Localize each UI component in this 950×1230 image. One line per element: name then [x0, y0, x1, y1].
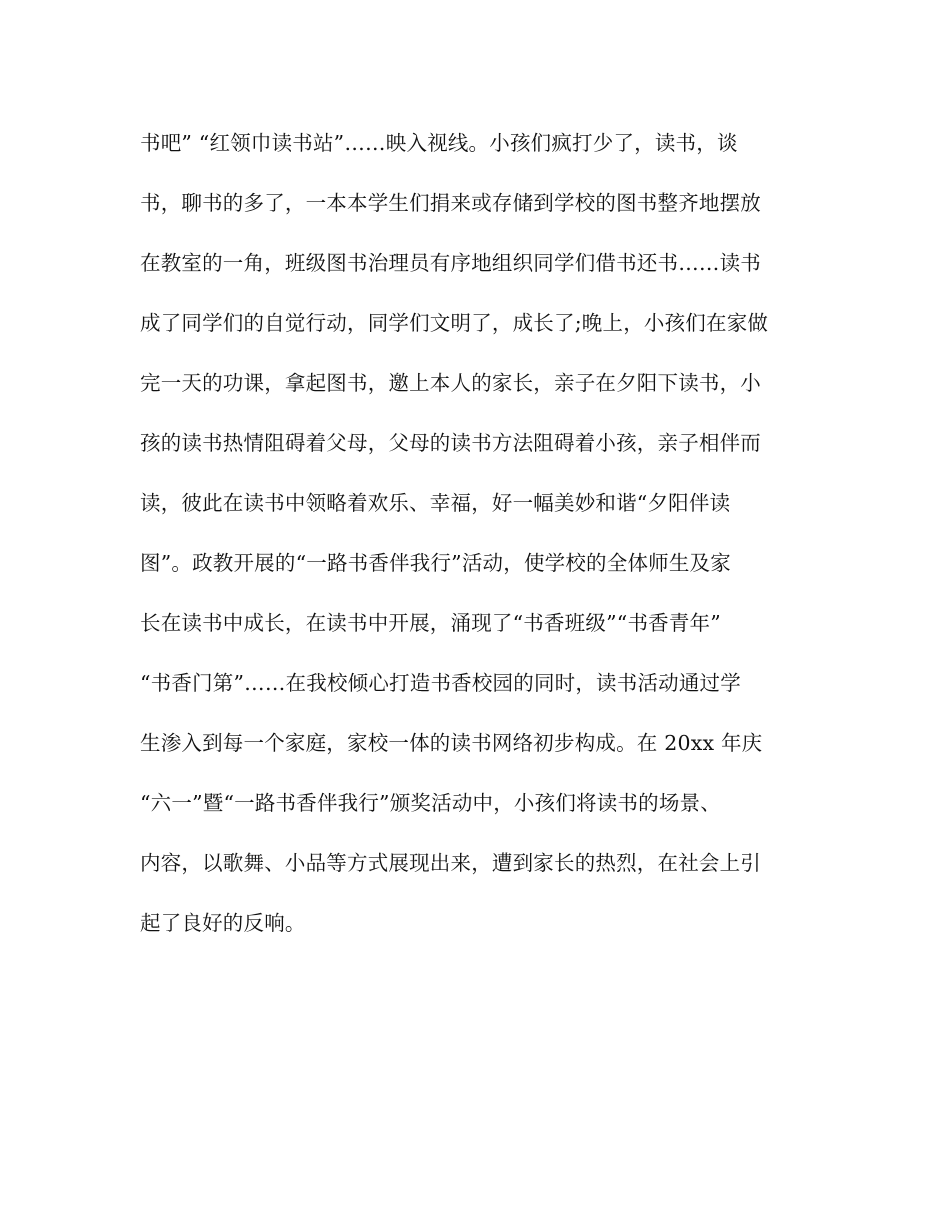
- text-line: 在教室的一角，班级图书治理员有序地组织同学们借书还书……读书: [140, 251, 761, 275]
- text-line: 书，聊书的多了，一本本学生们捐来或存储到学校的图书整齐地摆放: [140, 191, 761, 215]
- document-body: [140, 122, 820, 962]
- text-line: 生渗入到每一个家庭，家校一体的读书网络初步构成。在 20xx 年庆: [140, 731, 763, 755]
- text-line: “书香门第”……在我校倾心打造书香校园的同时，读书活动通过学: [140, 671, 741, 695]
- text-line: 长在读书中成长，在读书中开展，涌现了“书香班级”“书香青年”: [140, 611, 721, 635]
- text-line: 内容，以歌舞、小品等方式展现出来，遭到家长的热烈，在社会上引: [140, 851, 761, 875]
- text-line: 图”。政教开展的“一路书香伴我行”活动，使学校的全体师生及家: [140, 551, 731, 575]
- text-line: 孩的读书热情阻碍着父母，父母的读书方法阻碍着小孩，亲子相伴而: [140, 431, 761, 455]
- text-line: 读，彼此在读书中领略着欢乐、幸福，好一幅美妙和谐“夕阳伴读: [140, 491, 731, 515]
- text-line: 书吧” “红领巾读书站”……映入视线。小孩们疯打少了，读书，谈: [140, 131, 738, 155]
- text-line: 起了良好的反响。: [140, 911, 306, 935]
- text-line: 成了同学们的自觉行动，同学们文明了，成长了;晚上，小孩们在家做: [140, 311, 769, 335]
- text-line: 完一天的功课，拿起图书，邀上本人的家长，亲子在夕阳下读书，小: [140, 371, 761, 395]
- text-line: “六一”暨“一路书香伴我行”颁奖活动中，小孩们将读书的场景、: [140, 791, 721, 815]
